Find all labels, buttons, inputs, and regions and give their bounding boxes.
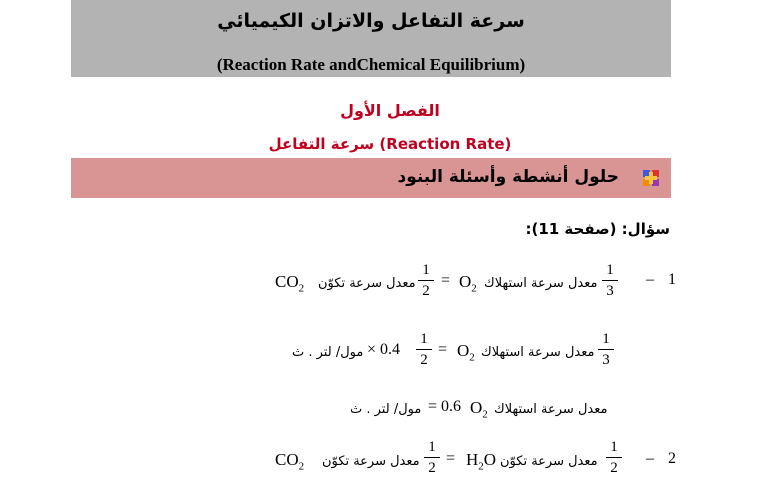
o2-formula: $O_2$ xyxy=(457,341,475,364)
bullet-plus-icon xyxy=(643,170,659,186)
fraction: 1 2 xyxy=(606,438,622,477)
rate-text: معدل سرعة استهلاك xyxy=(481,345,595,360)
fraction: 1 3 xyxy=(598,330,614,369)
equals-sign: = xyxy=(446,450,456,467)
result-value: = 0.6 xyxy=(428,398,462,415)
equation-row-3 xyxy=(0,392,780,432)
header-banner xyxy=(71,0,671,77)
fraction: 1 2 xyxy=(416,330,432,369)
h2o-formula: $H_2O$ xyxy=(466,450,497,473)
section-bar xyxy=(71,158,671,198)
fraction: 1 3 xyxy=(602,261,618,300)
item-number: 2 xyxy=(668,450,676,467)
rate-text: معدل سرعة تكوّن xyxy=(322,454,420,469)
co2-formula: $CO_2$ xyxy=(275,450,305,473)
section-title: حلول أنشطة وأسئلة البنود xyxy=(397,167,619,187)
chapter-subtitle: سرعة التفاعل (Reaction Rate) xyxy=(268,135,512,153)
equals-sign: = xyxy=(438,341,448,358)
fraction: 1 2 xyxy=(418,261,434,300)
multiply-value: × 0.4 xyxy=(367,341,401,358)
header-title-arabic: سرعة التفاعل والاتزان الكيميائي xyxy=(217,10,525,32)
rate-text: معدل سرعة استهلاك xyxy=(494,402,608,417)
rate-text: معدل سرعة تكوّن xyxy=(318,276,416,291)
chapter-title: الفصل الأول xyxy=(340,101,440,120)
unit-text: مول/ لتر . ث xyxy=(350,402,422,417)
rate-text: معدل سرعة تكوّن xyxy=(500,454,598,469)
equation-row-2 xyxy=(0,331,780,374)
rate-text: معدل سرعة استهلاك xyxy=(484,276,598,291)
o2-formula: $O_2$ xyxy=(459,272,477,295)
item-dash: – xyxy=(646,450,654,467)
header-title-english: (Reaction Rate andChemical Equilibrium) xyxy=(216,55,526,74)
item-dash: – xyxy=(646,271,654,288)
equals-sign: = xyxy=(441,272,451,289)
question-label: سؤال: (صفحة 11): xyxy=(525,220,670,238)
unit-text: مول/ لتر . ث xyxy=(292,345,364,360)
fraction: 1 2 xyxy=(424,438,440,477)
co2-formula: $CO_2$ xyxy=(275,272,305,295)
item-number: 1 xyxy=(668,271,676,288)
o2-formula: $O_2$ xyxy=(470,398,488,421)
equation-row-4 xyxy=(0,439,780,482)
equation-row-1 xyxy=(0,262,780,305)
